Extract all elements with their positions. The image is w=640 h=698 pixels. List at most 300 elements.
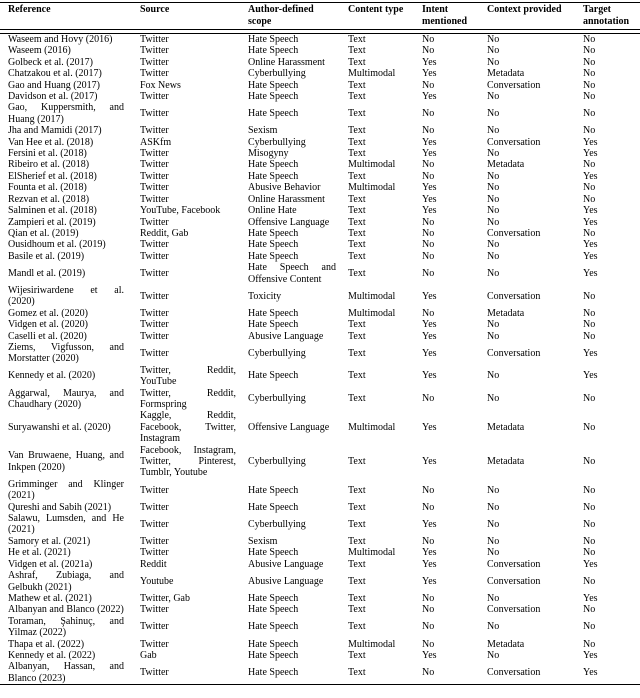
cell-reference: Gao, Kuppersmith, and Huang (2017) (8, 102, 124, 125)
cell-content-type: Text (348, 227, 366, 239)
cell-source: YouTube, Facebook (140, 205, 221, 217)
column-header-source: Source (140, 4, 170, 15)
column-header-content-type: Content type (348, 4, 404, 15)
cell-author-defined-scope: Hate Speech (248, 319, 299, 331)
cell-author-defined-scope: Abusive Language (248, 558, 324, 570)
cell-author-defined-scope: Hate Speech (248, 370, 299, 382)
table-row (0, 182, 640, 193)
cell-context-provided: Conversation (487, 347, 541, 359)
table-row (0, 137, 640, 148)
cell-source: Twitter (140, 91, 169, 103)
cell-reference: Thapa et al. (2022) (8, 638, 85, 650)
cell-target-annotation: No (583, 621, 596, 633)
cell-intent-mentioned: No (422, 216, 435, 228)
cell-source: Twitter (140, 239, 169, 251)
table-row (0, 217, 640, 228)
cell-context-provided: No (487, 547, 500, 559)
cell-source: Twitter (140, 148, 169, 160)
table-row (0, 445, 640, 479)
cell-content-type: Text (348, 45, 366, 57)
cell-context-provided: No (487, 484, 500, 496)
cell-author-defined-scope: Hate Speech (248, 307, 299, 319)
table-row (0, 34, 640, 46)
table-row (0, 159, 640, 170)
cell-target-annotation: Yes (583, 205, 598, 217)
cell-intent-mentioned: No (422, 159, 435, 171)
cell-content-type: Text (348, 79, 366, 91)
cell-context-provided: No (487, 56, 500, 68)
cell-reference: Van Bruwaene, Huang, and Inkpen (2020) (8, 450, 124, 473)
cell-reference: Salminen et al. (2018) (8, 205, 97, 217)
table-body (0, 34, 640, 685)
cell-author-defined-scope: Abusive Language (248, 330, 324, 342)
cell-reference: Chatzakou et al. (2017) (8, 68, 102, 80)
cell-author-defined-scope: Cyberbullying (248, 393, 306, 405)
cell-target-annotation: Yes (583, 649, 598, 661)
cell-context-provided: No (487, 108, 500, 120)
cell-target-annotation: No (583, 193, 596, 205)
cell-intent-mentioned: Yes (422, 193, 437, 205)
cell-content-type: Text (348, 136, 366, 148)
cell-content-type: Text (348, 239, 366, 251)
cell-source: Twitter (140, 159, 169, 171)
cell-context-provided: Conversation (487, 136, 541, 148)
cell-author-defined-scope: Sexism (248, 125, 278, 137)
cell-intent-mentioned: No (422, 79, 435, 91)
cell-intent-mentioned: Yes (422, 148, 437, 160)
table-row (0, 68, 640, 79)
cell-content-type: Text (348, 393, 366, 405)
cell-target-annotation: Yes (583, 170, 598, 182)
cell-context-provided: No (487, 193, 500, 205)
cell-source: Twitter (140, 638, 169, 650)
cell-source: Twitter (140, 108, 169, 120)
cell-reference: Albanyan, Hassan, and Blanco (2023) (8, 661, 124, 684)
cell-intent-mentioned: No (422, 638, 435, 650)
cell-content-type: Multimodal (348, 159, 396, 171)
cell-target-annotation: No (583, 159, 596, 171)
table-row (0, 239, 640, 250)
table-row (0, 342, 640, 365)
cell-source: Twitter (140, 56, 169, 68)
cell-reference: Suryawanshi et al. (2020) (8, 421, 111, 433)
table-row (0, 479, 640, 502)
cell-target-annotation: No (583, 604, 596, 616)
cell-author-defined-scope: Hate Speech (248, 667, 299, 679)
table-row (0, 513, 640, 536)
table-row (0, 365, 640, 388)
cell-intent-mentioned: Yes (422, 205, 437, 217)
cell-context-provided: No (487, 649, 500, 661)
cell-intent-mentioned: Yes (422, 649, 437, 661)
cell-target-annotation: Yes (583, 667, 598, 679)
cell-reference: Jha and Mamidi (2017) (8, 125, 102, 137)
cell-source: Fox News (140, 79, 181, 91)
cell-author-defined-scope: Hate Speech (248, 621, 299, 633)
cell-content-type: Text (348, 108, 366, 120)
cell-intent-mentioned: No (422, 170, 435, 182)
cell-author-defined-scope: Hate Speech (248, 649, 299, 661)
cell-author-defined-scope: Cyberbullying (248, 518, 306, 530)
cell-source: Twitter (140, 34, 169, 45)
cell-context-provided: Conversation (487, 227, 541, 239)
cell-author-defined-scope: Hate Speech (248, 484, 299, 496)
cell-content-type: Text (348, 649, 366, 661)
cell-reference: Founta et al. (2018) (8, 182, 87, 194)
cell-author-defined-scope: Hate Speech (248, 638, 299, 650)
cell-source: Twitter, Reddit, YouTube (140, 364, 236, 388)
table-row (0, 205, 640, 216)
cell-source: Twitter (140, 250, 169, 262)
cell-reference: Qian et al. (2019) (8, 227, 79, 239)
cell-target-annotation: No (583, 638, 596, 650)
cell-author-defined-scope: Online Hate (248, 205, 297, 217)
cell-target-annotation: No (583, 68, 596, 80)
cell-content-type: Text (348, 34, 366, 45)
table-row (0, 331, 640, 342)
cell-context-provided: No (487, 125, 500, 137)
cell-reference: Vidgen et al. (2021a) (8, 558, 93, 570)
cell-intent-mentioned: No (422, 621, 435, 633)
cell-source: Gab (140, 649, 157, 661)
cell-author-defined-scope: Hate Speech (248, 34, 299, 45)
cell-intent-mentioned: Yes (422, 330, 437, 342)
cell-target-annotation: Yes (583, 216, 598, 228)
column-header-reference: Reference (8, 4, 51, 15)
cell-intent-mentioned: Yes (422, 182, 437, 194)
cell-source: Twitter (140, 125, 169, 137)
cell-content-type: Text (348, 667, 366, 679)
cell-reference: Ribeiro et al. (2018) (8, 159, 90, 171)
cell-reference: Caselli et al. (2020) (8, 330, 87, 342)
table-row (0, 194, 640, 205)
cell-intent-mentioned: No (422, 393, 435, 405)
cell-context-provided: Conversation (487, 558, 541, 570)
cell-intent-mentioned: No (422, 484, 435, 496)
table-row (0, 650, 640, 661)
cell-reference: Ousidhoum et al. (2019) (8, 239, 106, 251)
cell-intent-mentioned: Yes (422, 91, 437, 103)
cell-target-annotation: Yes (583, 250, 598, 262)
cell-content-type: Multimodal (348, 421, 396, 433)
cell-context-provided: No (487, 592, 500, 604)
cell-reference: Rezvan et al. (2018) (8, 193, 90, 205)
cell-source: Youtube (140, 575, 174, 587)
table-row (0, 559, 640, 570)
datasets-comparison-table (0, 2, 640, 685)
table-row (0, 57, 640, 68)
cell-content-type: Text (348, 592, 366, 604)
cell-source: ASKfm (140, 136, 172, 148)
cell-intent-mentioned: No (422, 34, 435, 45)
table-row (0, 308, 640, 319)
cell-target-annotation: Yes (583, 136, 598, 148)
cell-author-defined-scope: Hate Speech (248, 108, 299, 120)
cell-author-defined-scope: Abusive Language (248, 575, 324, 587)
cell-content-type: Text (348, 267, 366, 279)
cell-author-defined-scope: Cyberbullying (248, 347, 306, 359)
cell-context-provided: No (487, 148, 500, 160)
cell-target-annotation: Yes (583, 148, 598, 160)
cell-intent-mentioned: Yes (422, 558, 437, 570)
cell-content-type: Text (348, 575, 366, 587)
cell-context-provided: No (487, 182, 500, 194)
cell-target-annotation: No (583, 307, 596, 319)
cell-context-provided: No (487, 91, 500, 103)
table-row (0, 125, 640, 136)
cell-intent-mentioned: Yes (422, 319, 437, 331)
cell-reference: Gomez et al. (2020) (8, 307, 88, 319)
cell-context-provided: No (487, 518, 500, 530)
cell-reference: Basile et al. (2019) (8, 250, 85, 262)
cell-source: Twitter (140, 45, 169, 57)
cell-author-defined-scope: Toxicity (248, 290, 282, 302)
cell-source: Twitter (140, 518, 169, 530)
cell-reference: Gao and Huang (2017) (8, 79, 100, 91)
cell-target-annotation: No (583, 456, 596, 468)
cell-target-annotation: Yes (583, 592, 598, 604)
cell-intent-mentioned: Yes (422, 575, 437, 587)
table-row (0, 319, 640, 330)
cell-target-annotation: No (583, 45, 596, 57)
cell-content-type: Text (348, 148, 366, 160)
cell-intent-mentioned: Yes (422, 347, 437, 359)
table-row (0, 45, 640, 56)
cell-context-provided: No (487, 535, 500, 547)
cell-author-defined-scope: Hate Speech (248, 45, 299, 57)
cell-source: Twitter (140, 290, 169, 302)
table-row (0, 410, 640, 444)
table-row (0, 251, 640, 262)
cell-source: Twitter (140, 621, 169, 633)
cell-reference: Fersini et al. (2018) (8, 148, 87, 160)
table-row (0, 547, 640, 558)
table-row (0, 228, 640, 239)
cell-context-provided: No (487, 319, 500, 331)
cell-reference: Aggarwal, Maurya, and Chaudhary (2020) (8, 387, 124, 410)
table-row (0, 661, 640, 684)
cell-author-defined-scope: Misogyny (248, 148, 289, 160)
cell-author-defined-scope: Hate Speech (248, 604, 299, 616)
cell-source: Twitter (140, 535, 169, 547)
cell-content-type: Text (348, 216, 366, 228)
cell-content-type: Multimodal (348, 290, 396, 302)
cell-content-type: Text (348, 535, 366, 547)
cell-reference: Samory et al. (2021) (8, 535, 91, 547)
cell-intent-mentioned: No (422, 108, 435, 120)
cell-intent-mentioned: No (422, 250, 435, 262)
table-row (0, 570, 640, 593)
cell-source: Twitter (140, 307, 169, 319)
cell-author-defined-scope: Cyberbullying (248, 136, 306, 148)
cell-target-annotation: No (583, 319, 596, 331)
cell-context-provided: Metadata (487, 307, 525, 319)
cell-source: Twitter (140, 68, 169, 80)
cell-reference: Kennedy et al. (2022) (8, 649, 96, 661)
cell-context-provided: Metadata (487, 421, 525, 433)
cell-intent-mentioned: No (422, 307, 435, 319)
table-row (0, 285, 640, 308)
cell-reference: Waseem (2016) (8, 45, 71, 57)
cell-context-provided: No (487, 250, 500, 262)
cell-content-type: Multimodal (348, 307, 396, 319)
cell-author-defined-scope: Hate Speech (248, 159, 299, 171)
cell-context-provided: No (487, 370, 500, 382)
column-header-author-defined-scope: Author-defined scope (248, 4, 314, 27)
cell-source: Twitter (140, 347, 169, 359)
cell-content-type: Text (348, 558, 366, 570)
cell-source: Facebook, Instagram, Twitter, Pinterest, Tumblr, Youtube (140, 444, 236, 479)
cell-intent-mentioned: Yes (422, 56, 437, 68)
cell-content-type: Multimodal (348, 547, 396, 559)
cell-target-annotation: No (583, 79, 596, 91)
cell-source: Twitter (140, 604, 169, 616)
cell-target-annotation: No (583, 227, 596, 239)
cell-reference: Van Hee et al. (2018) (8, 136, 94, 148)
cell-author-defined-scope: Hate Speech and Offensive Content (248, 262, 336, 285)
cell-author-defined-scope: Hate Speech (248, 592, 299, 604)
cell-context-provided: Metadata (487, 638, 525, 650)
cell-intent-mentioned: No (422, 592, 435, 604)
header-row (0, 3, 640, 30)
cell-intent-mentioned: No (422, 667, 435, 679)
cell-target-annotation: No (583, 290, 596, 302)
cell-intent-mentioned: No (422, 267, 435, 279)
table-row (0, 536, 640, 547)
cell-intent-mentioned: No (422, 45, 435, 57)
table-row (0, 593, 640, 604)
cell-source: Twitter (140, 216, 169, 228)
cell-reference: Vidgen et al. (2020) (8, 319, 88, 331)
cell-context-provided: Conversation (487, 290, 541, 302)
cell-content-type: Text (348, 347, 366, 359)
cell-intent-mentioned: Yes (422, 421, 437, 433)
cell-content-type: Text (348, 330, 366, 342)
cell-author-defined-scope: Hate Speech (248, 250, 299, 262)
cell-reference: Grimminger and Klinger (2021) (8, 478, 124, 502)
cell-target-annotation: No (583, 34, 596, 45)
cell-author-defined-scope: Online Harassment (248, 56, 325, 68)
cell-target-annotation: No (583, 125, 596, 137)
cell-source: Reddit (140, 558, 167, 570)
cell-author-defined-scope: Cyberbullying (248, 68, 306, 80)
cell-content-type: Text (348, 501, 366, 513)
cell-context-provided: No (487, 45, 500, 57)
table-row (0, 388, 640, 411)
table-row (0, 502, 640, 513)
cell-context-provided: Metadata (487, 68, 525, 80)
cell-target-annotation: No (583, 56, 596, 68)
cell-target-annotation: No (583, 484, 596, 496)
cell-intent-mentioned: Yes (422, 290, 437, 302)
cell-intent-mentioned: No (422, 125, 435, 137)
cell-content-type: Multimodal (348, 182, 396, 194)
cell-context-provided: Metadata (487, 456, 525, 468)
cell-context-provided: No (487, 34, 500, 45)
cell-content-type: Text (348, 319, 366, 331)
cell-source: Twitter (140, 501, 169, 513)
column-header-context-provided: Context provided (487, 4, 562, 15)
table-row (0, 604, 640, 615)
cell-context-provided: Conversation (487, 575, 541, 587)
cell-content-type: Text (348, 484, 366, 496)
cell-author-defined-scope: Offensive Language (248, 421, 330, 433)
cell-target-annotation: No (583, 182, 596, 194)
cell-author-defined-scope: Hate Speech (248, 227, 299, 239)
cell-content-type: Text (348, 193, 366, 205)
cell-author-defined-scope: Hate Speech (248, 91, 299, 103)
cell-context-provided: No (487, 621, 500, 633)
cell-content-type: Text (348, 91, 366, 103)
cell-source: Twitter (140, 667, 169, 679)
column-header-target-annotation: Target annotation (583, 4, 630, 27)
cell-content-type: Text (348, 518, 366, 530)
cell-author-defined-scope: Hate Speech (248, 79, 299, 91)
cell-target-annotation: Yes (583, 267, 598, 279)
table-row (0, 616, 640, 639)
cell-reference: Ziems, Vigfusson, and Morstatter (2020) (8, 341, 124, 365)
cell-context-provided: Metadata (487, 159, 525, 171)
cell-target-annotation: No (583, 91, 596, 103)
cell-intent-mentioned: No (422, 535, 435, 547)
cell-source: Twitter (140, 193, 169, 205)
cell-intent-mentioned: Yes (422, 370, 437, 382)
cell-target-annotation: No (583, 421, 596, 433)
cell-context-provided: No (487, 501, 500, 513)
cell-target-annotation: No (583, 393, 596, 405)
table-row (0, 639, 640, 650)
table-row (0, 102, 640, 125)
cell-target-annotation: Yes (583, 558, 598, 570)
cell-content-type: Text (348, 205, 366, 217)
cell-source: Twitter, Reddit, Formspring (140, 387, 236, 410)
cell-reference: Toraman, Şahinuç, and Yilmaz (2022) (8, 615, 124, 639)
cell-content-type: Text (348, 56, 366, 68)
column-header-intent-mentioned: Intent mentioned (422, 4, 467, 27)
cell-intent-mentioned: Yes (422, 68, 437, 80)
cell-intent-mentioned: Yes (422, 518, 437, 530)
cell-target-annotation: No (583, 108, 596, 120)
cell-reference: Wijesiriwardene et al. (2020) (8, 284, 124, 308)
cell-author-defined-scope: Online Harassment (248, 193, 325, 205)
cell-reference: Qureshi and Sabih (2021) (8, 501, 112, 513)
cell-author-defined-scope: Offensive Language (248, 216, 330, 228)
cell-context-provided: Conversation (487, 79, 541, 91)
cell-reference: Albanyan and Blanco (2022) (8, 604, 124, 616)
cell-author-defined-scope: Hate Speech (248, 239, 299, 251)
cell-target-annotation: No (583, 547, 596, 559)
cell-source: Twitter (140, 547, 169, 559)
cell-author-defined-scope: Hate Speech (248, 547, 299, 559)
table-row (0, 171, 640, 182)
cell-intent-mentioned: Yes (422, 456, 437, 468)
table-row (0, 262, 640, 285)
cell-intent-mentioned: No (422, 501, 435, 513)
cell-context-provided: No (487, 170, 500, 182)
cell-target-annotation: No (583, 501, 596, 513)
cell-content-type: Text (348, 604, 366, 616)
cell-reference: Ashraf, Zubiaga, and Gelbukh (2021) (8, 570, 124, 593)
cell-content-type: Text (348, 621, 366, 633)
cell-intent-mentioned: Yes (422, 136, 437, 148)
cell-target-annotation: No (583, 518, 596, 530)
cell-content-type: Multimodal (348, 638, 396, 650)
cell-context-provided: Conversation (487, 604, 541, 616)
cell-context-provided: No (487, 239, 500, 251)
cell-target-annotation: Yes (583, 239, 598, 251)
cell-source: Twitter (140, 267, 169, 279)
cell-intent-mentioned: No (422, 239, 435, 251)
